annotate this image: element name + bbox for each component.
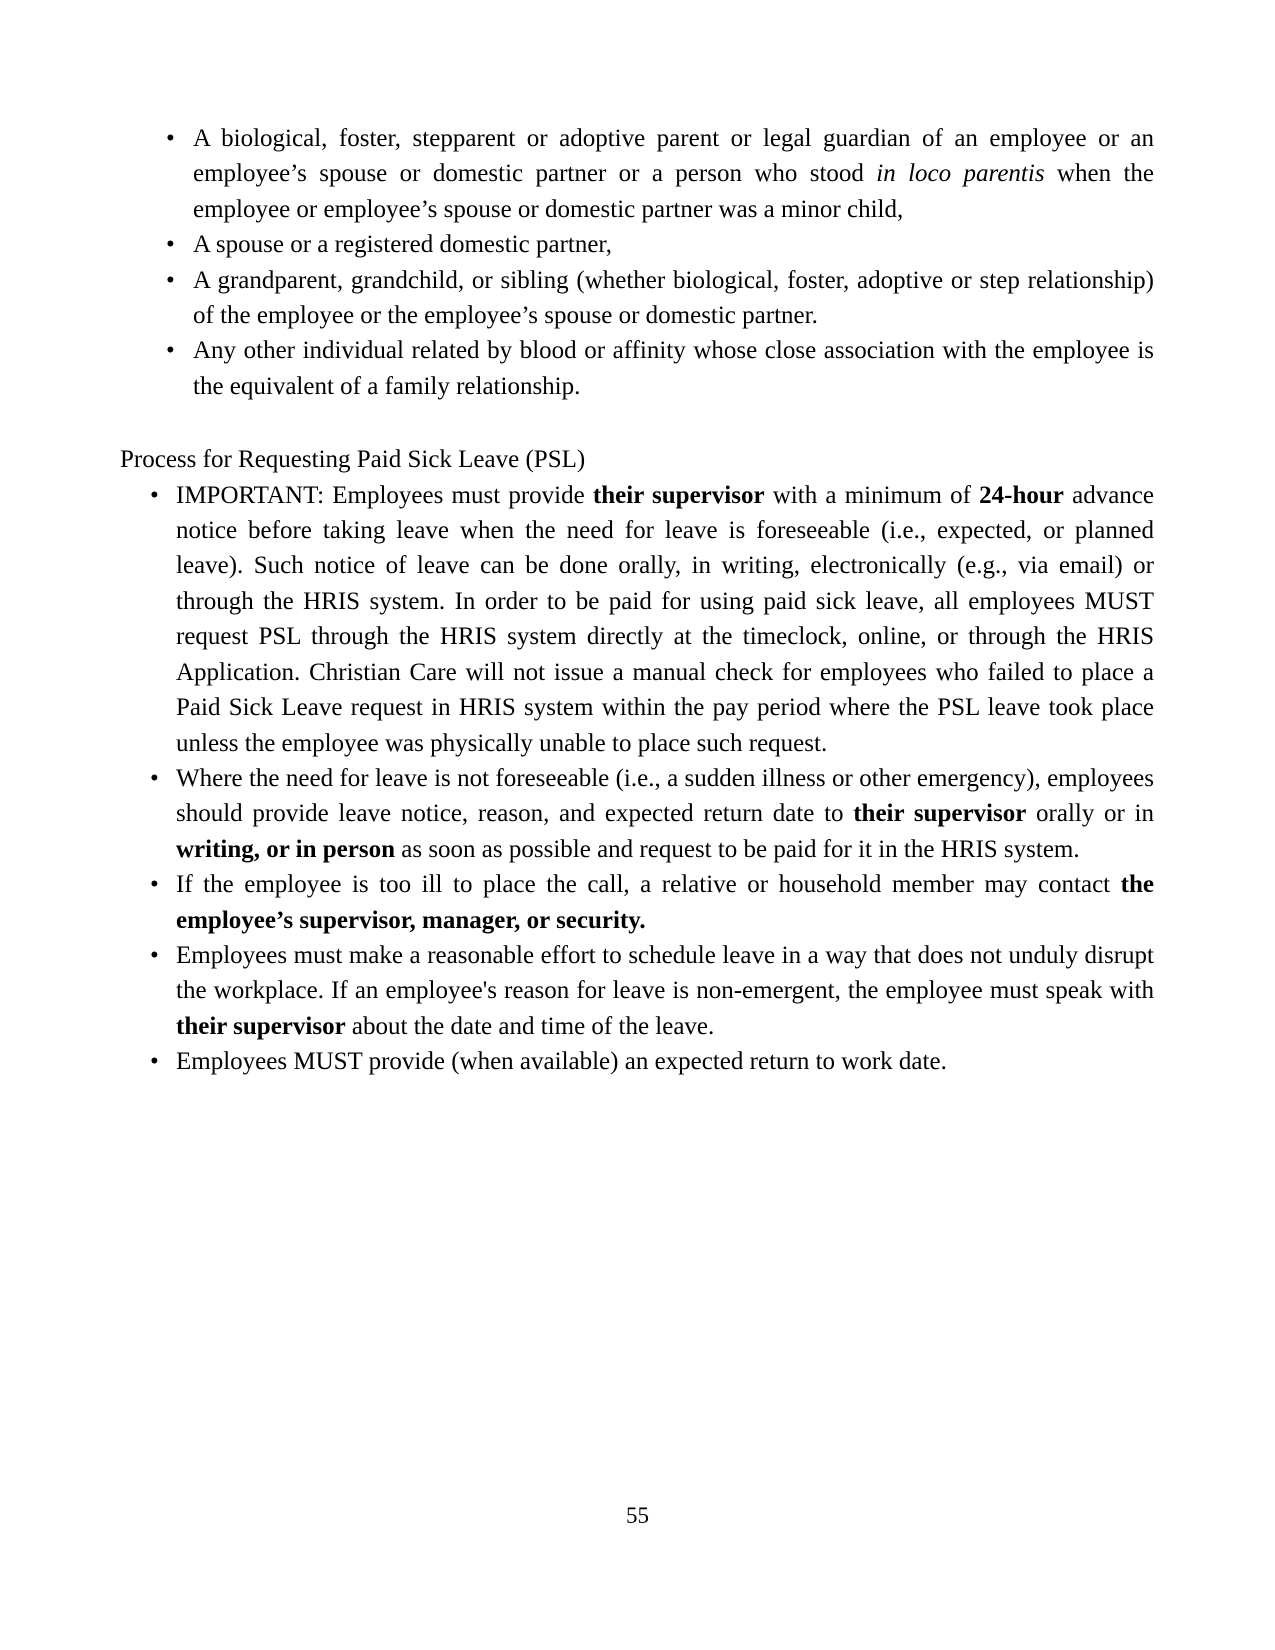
text-run-bold: their supervisor: [592, 481, 765, 509]
page-number: 55: [626, 1503, 649, 1528]
list-item-text: [193, 231, 612, 258]
family-member-definitions-list: [120, 121, 1154, 404]
list-item-text: [193, 337, 1154, 399]
text-run-bold: their supervisor: [176, 1012, 346, 1040]
list-item-text: [176, 942, 1154, 1040]
psl-request-process-list: [120, 478, 1154, 1080]
bullet-icon: •: [166, 266, 175, 294]
list-item: [120, 1044, 1154, 1079]
bullet-icon: •: [166, 337, 175, 365]
text-run: A grandparent, grandchild, or sibling (whether biological, foster, adoptive or step relationship) of the employee or the employee’s spouse or domestic partner.: [193, 266, 1154, 330]
list-item-text: [176, 1048, 947, 1075]
list-item: [120, 938, 1154, 1044]
text-run-italic: in loco parentis: [876, 160, 1045, 188]
text-run-bold: the employee’s supervisor, manager, or security.: [176, 871, 1154, 934]
list-item-text: [176, 765, 1154, 863]
text-run: IMPORTANT: Employees must provide: [176, 481, 593, 509]
page-content: [120, 121, 1154, 1080]
list-item-text: [193, 267, 1154, 329]
list-item: [120, 227, 1154, 262]
text-run: with a minimum of: [764, 481, 980, 509]
text-run: about the date and time of the leave.: [345, 1012, 715, 1040]
text-run: If the employee is too ill to place the call, a relative or household member may contact: [176, 871, 1121, 899]
text-run: Employees MUST provide (when available) an expected return to work date.: [176, 1048, 947, 1076]
list-item: [120, 867, 1154, 938]
section-heading: Process for Requesting Paid Sick Leave (PSL): [120, 446, 586, 474]
text-run-bold: their supervisor: [853, 800, 1027, 828]
bullet-icon: •: [150, 871, 159, 899]
bullet-icon: •: [166, 231, 175, 259]
text-run: A spouse or a registered domestic partner,: [193, 231, 613, 259]
text-run-bold: 24-hour: [979, 481, 1064, 509]
text-run: as soon as possible and request to be paid for it in the HRIS system.: [395, 835, 1080, 863]
bullet-icon: •: [166, 125, 175, 152]
list-item-text: [193, 125, 1154, 223]
list-item-text: [176, 871, 1154, 933]
text-run: advance notice before taking leave when the need for leave is foreseeable (i.e., expected, or planned leave). Such notice of leave can be done orally, in writing, electronically (e.g., via email) or through the HRIS system. In order to be paid for using paid sick leave, all employees MUST request PSL through the HRIS system directly at the timeclock, online, or through the HRIS Application. Christian Care will not issue a manual check for employees who failed to place a Paid Sick Leave request in HRIS system within the pay period where the PSL leave took place unless the employee was physically unable to place such request.: [176, 481, 1154, 757]
text-run: Any other individual related by blood or affinity whose close association with the employee is the equivalent of a family relationship.: [193, 337, 1154, 400]
list-item: [120, 333, 1154, 404]
bullet-icon: •: [150, 1048, 159, 1076]
list-item: [120, 263, 1154, 334]
text-run: A biological, foster, stepparent or adoptive parent or legal guardian of an employee or an employee’s spouse or domestic partner or a person who stood: [193, 125, 1154, 188]
list-item: [120, 478, 1154, 761]
text-run: when the employee or employee’s spouse or domestic partner was a minor child,: [193, 160, 1154, 223]
bullet-icon: •: [150, 764, 159, 792]
text-run: Employees must make a reasonable effort to schedule leave in a way that does not unduly disrupt the workplace. If an employee's reason for leave is non-emergent, the employee must speak with: [176, 941, 1154, 1005]
list-item: [120, 121, 1154, 227]
bullet-icon: •: [150, 481, 159, 509]
bullet-icon: •: [150, 941, 159, 969]
text-run: Where the need for leave is not foreseeable (i.e., a sudden illness or other emergency), employees should provide leave notice, reason, and expected return date to: [176, 764, 1154, 828]
list-item: [120, 761, 1154, 867]
text-run-bold: writing, or in person: [176, 835, 395, 863]
text-run: orally or in: [1026, 800, 1154, 828]
list-item-text: [176, 482, 1154, 757]
